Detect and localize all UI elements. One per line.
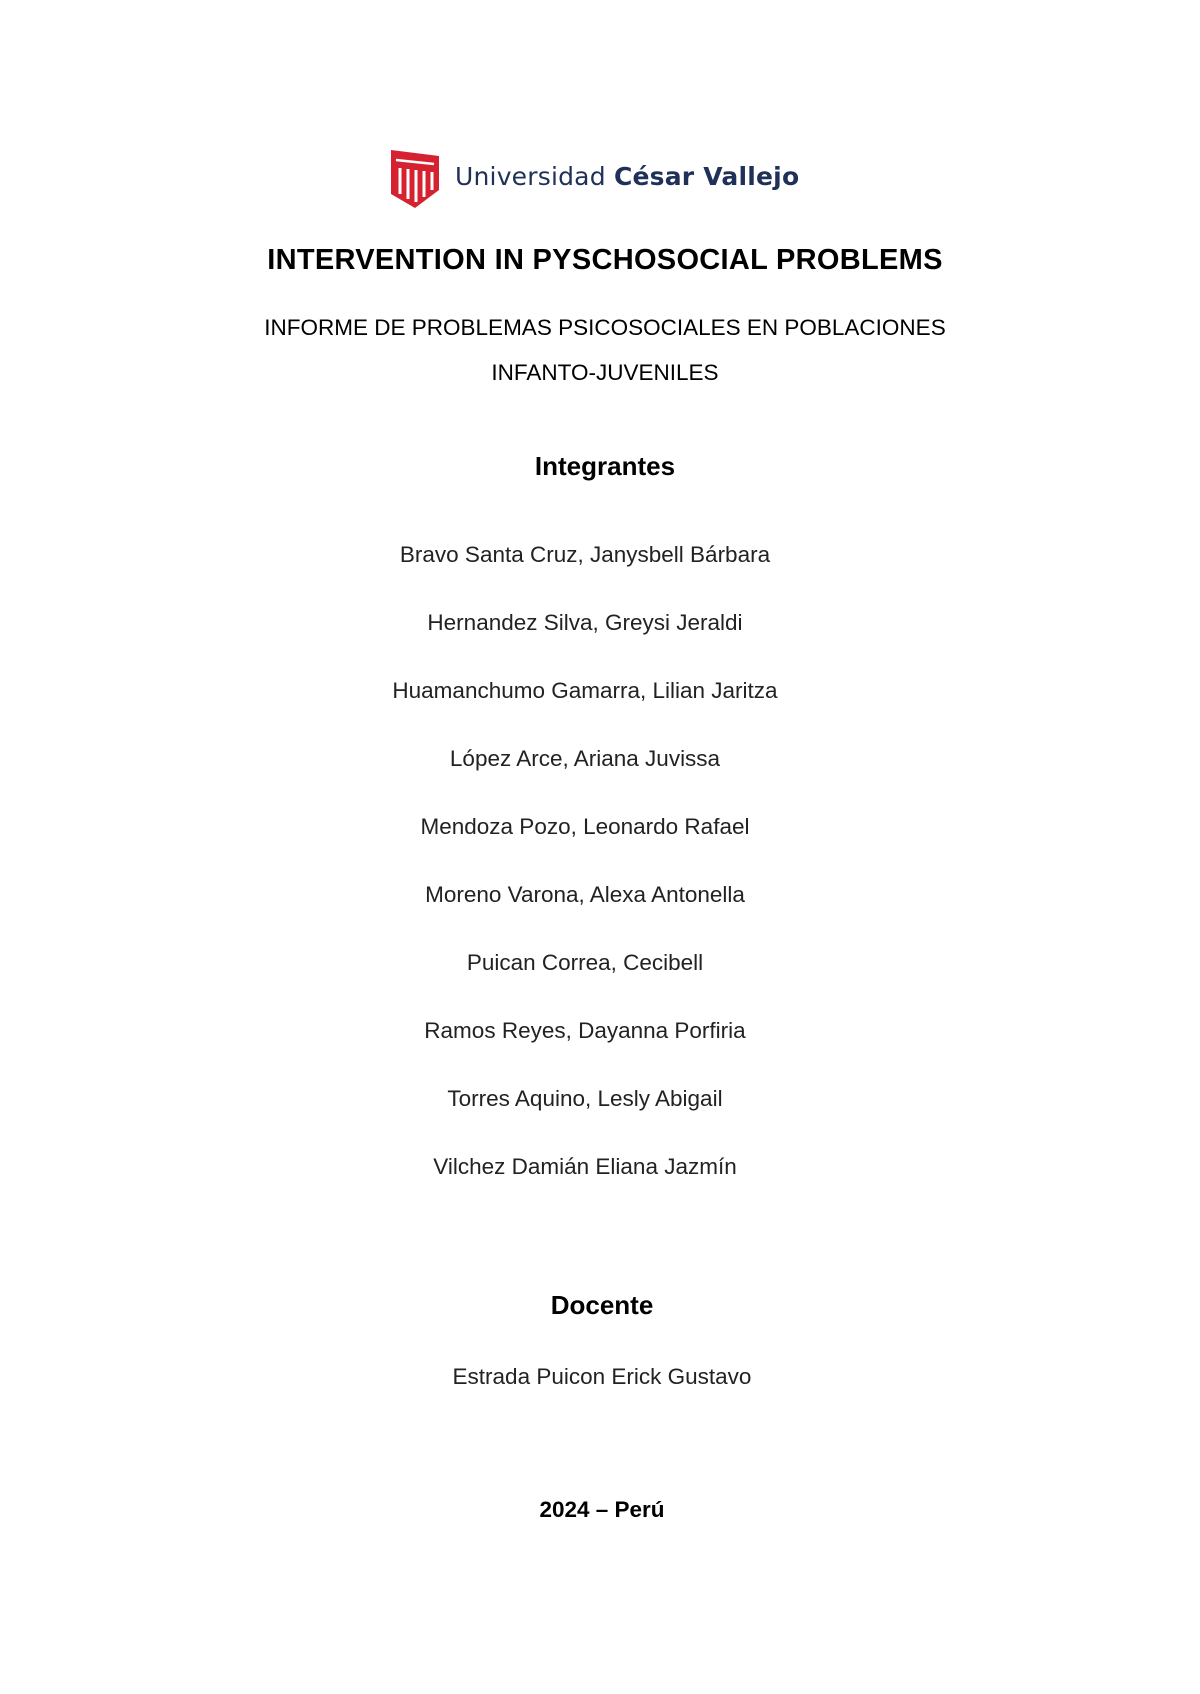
member-name: López Arce, Ariana Juvissa <box>449 746 721 771</box>
member-name: Ramos Reyes, Dayanna Porfiria <box>424 1018 746 1043</box>
university-name <box>455 162 799 191</box>
member-name: Torres Aquino, Lesly Abigail <box>447 1086 723 1111</box>
member-name: Vilchez Damián Eliana Jazmín <box>433 1154 737 1179</box>
member-name: Bravo Santa Cruz, Janysbell Bárbara <box>399 542 771 567</box>
university-name-bold: César Vallejo <box>613 161 800 191</box>
teacher-name: Estrada Puicon Erick Gustavo <box>452 1364 752 1389</box>
university-logo <box>391 150 799 208</box>
footer-year-country: 2024 – Perú <box>539 1497 665 1522</box>
member-name: Puican Correa, Cecibell <box>466 950 704 975</box>
university-prefix: Universidad <box>455 161 606 191</box>
subtitle-line-1: INFORME DE PROBLEMAS PSICOSOCIALES EN POBLACIONES <box>264 315 946 340</box>
member-name: Moreno Varona, Alexa Antonella <box>425 882 745 907</box>
member-name: Huamanchumo Gamarra, Lilian Jaritza <box>392 678 778 703</box>
subtitle-line-2: INFANTO-JUVENILES <box>491 360 719 385</box>
member-name: Mendoza Pozo, Leonardo Rafael <box>420 814 750 839</box>
teacher-heading: Docente <box>550 1290 654 1320</box>
university-shield-icon <box>391 150 439 208</box>
member-name: Hernandez Silva, Greysi Jeraldi <box>427 610 743 635</box>
document-title: INTERVENTION IN PYSCHOSOCIAL PROBLEMS <box>267 244 943 276</box>
members-heading: Integrantes <box>534 451 676 481</box>
